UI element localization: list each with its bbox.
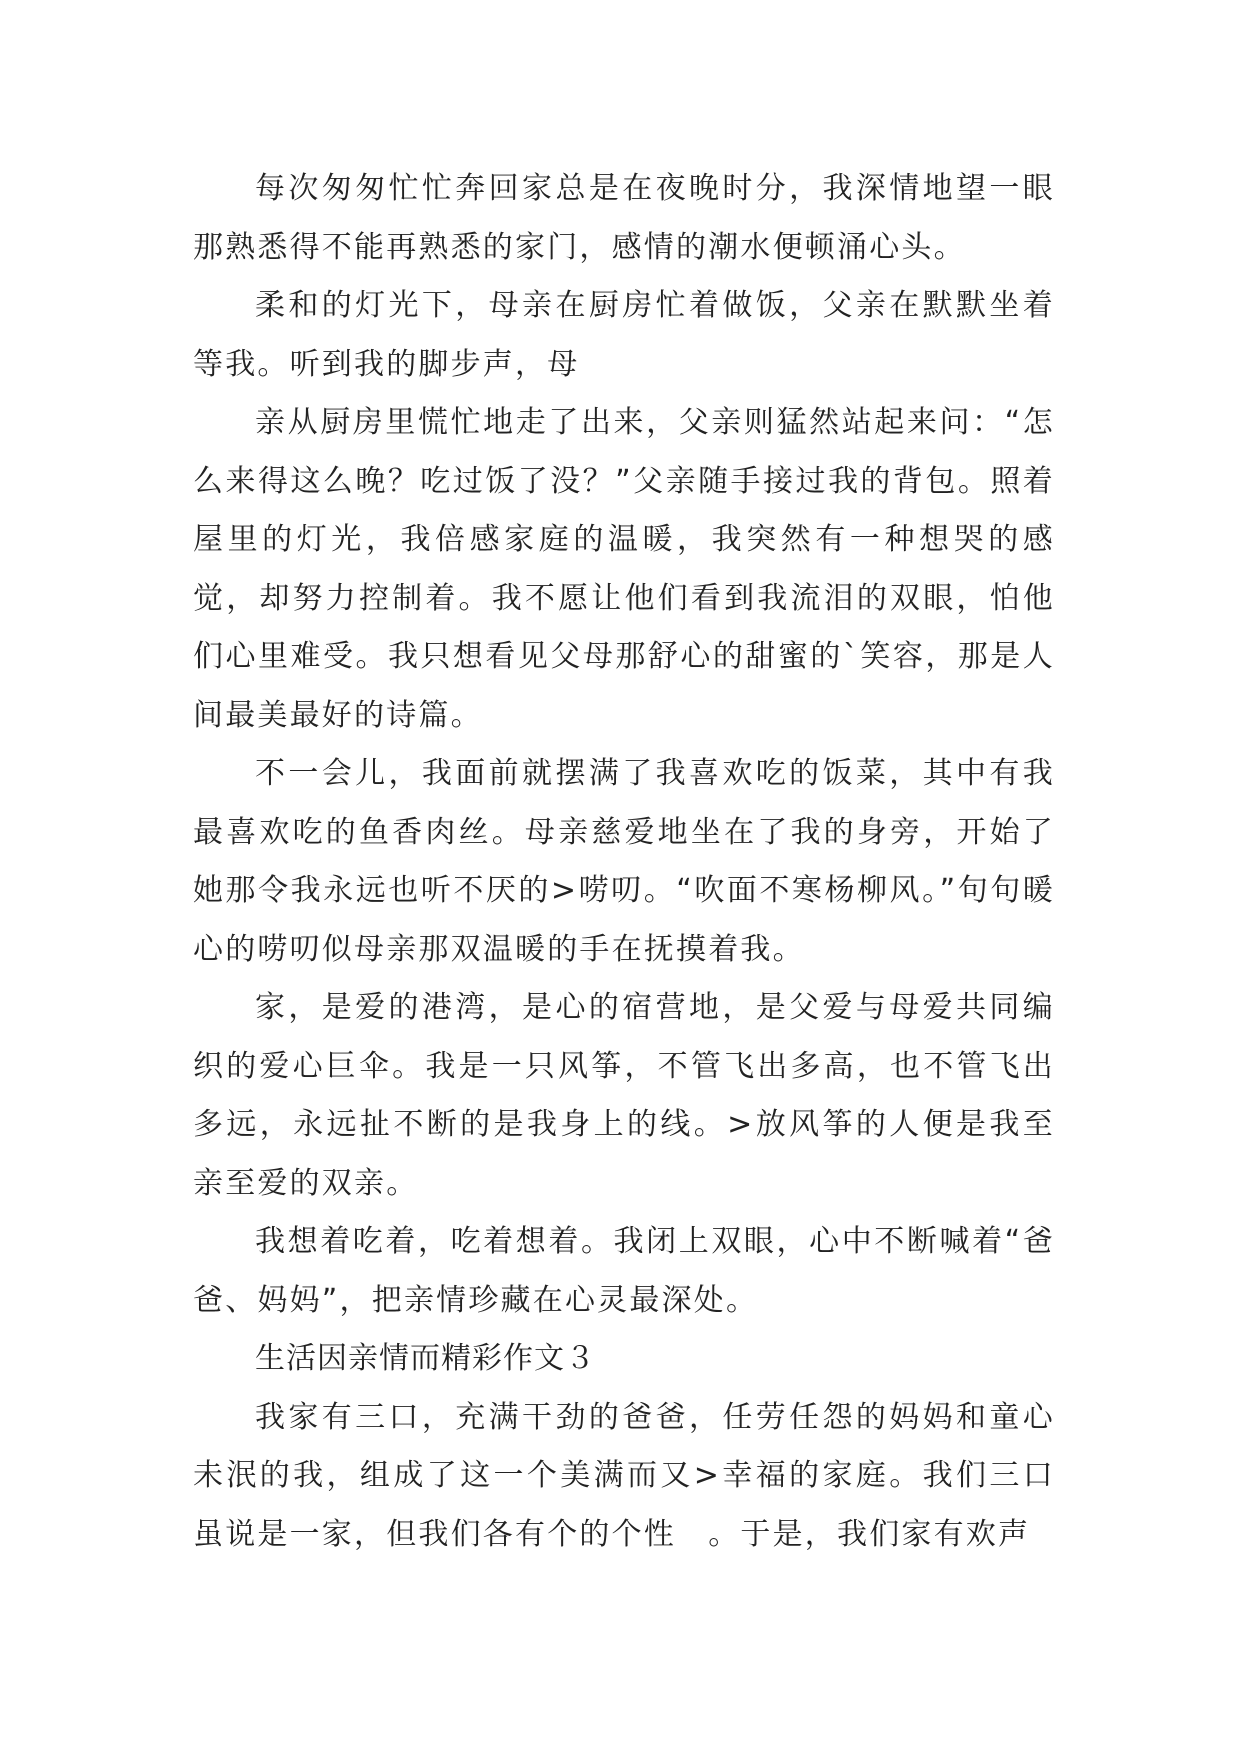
paragraph-dinner: 不一会儿，我面前就摆满了我喜欢吃的饭菜，其中有我最喜欢吃的鱼香肉丝。母亲慈爱地坐在了我的身旁，开始了她那令我永远也听不厌的>唠叨。“吹面不寒杨柳风。”句句暖心的唠叨似母亲那双温暖的手在抚摸着我。: [193, 756, 1055, 967]
paragraph-family-of-three: 我家有三口，充满干劲的爸爸，任劳任怨的妈妈和童心未泯的我，组成了这一个美满而又>幸福的家庭。我们三口虽说是一家，但我们各有个的个性 。于是，我们家有欢声: [193, 1399, 1055, 1552]
paragraph-mother-greets: 亲从厨房里慌忙地走了出来，父亲则猛然站起来问：“怎么来得这么晚？吃过饭了没？”父亲随手接过我的背包。照着屋里的灯光，我倍感家庭的温暖，我突然有一种想哭的感觉，却努力控制着。我不愿让他们看到我流泪的双眼，怕他们心里难受。我只想看见父母那舒心的甜蜜的`笑容，那是人间最美最好的诗篇。: [193, 405, 1055, 733]
essay-body: [193, 160, 1055, 1564]
paragraph-lamplight: 柔和的灯光下，母亲在厨房忙着做饭，父亲在默默坐着等我。听到我的脚步声，母: [193, 288, 1055, 382]
paragraph-closing-thoughts: 我想着吃着，吃着想着。我闭上双眼，心中不断喊着“爸爸、妈妈”，把亲情珍藏在心灵最深处。: [193, 1224, 1055, 1318]
paragraph-arrival-home: 每次匆匆忙忙奔回家总是在夜晚时分，我深情地望一眼那熟悉得不能再熟悉的家门，感情的潮水便顿涌心头。: [193, 171, 1055, 265]
section-heading: 生活因亲情而精彩作文３: [255, 1341, 596, 1376]
paragraph-home-harbor: 家，是爱的港湾，是心的宿营地，是父爱与母爱共同编织的爱心巨伞。我是一只风筝，不管飞出多高，也不管飞出多远，永远扯不断的是我身上的线。>放风筝的人便是我至亲至爱的双亲。: [193, 990, 1055, 1201]
